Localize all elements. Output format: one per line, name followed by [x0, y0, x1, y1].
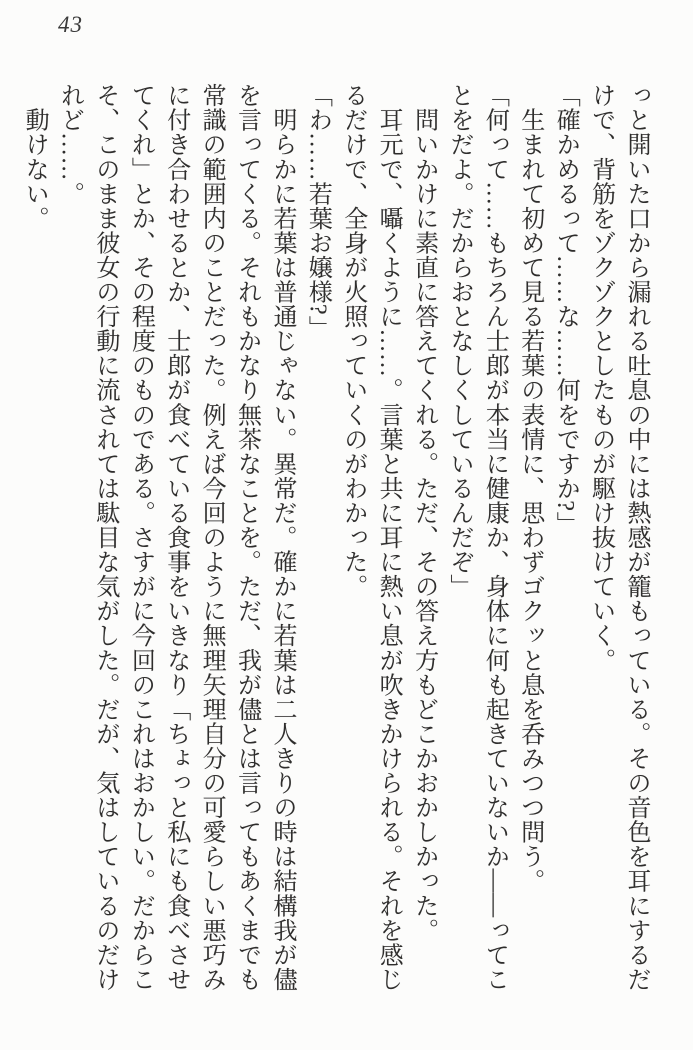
paragraph-continuation: っと開いた口から漏れる吐息の中には熱感が籠もっている。その音色を耳にするだけで、背筋をゾクゾクとしたものが駆け抜けていく。: [587, 83, 649, 992]
paragraph-dialogue: 「わ……若葉お嬢様?」: [304, 83, 331, 340]
paragraph-narration: 生まれて初めて見る若葉の表情に、思わずゴクッと息を呑みつつ問う。: [516, 83, 543, 894]
paragraph-dialogue: 「確かめるって……な……何をですか?」: [552, 83, 579, 537]
paragraph-narration: 問いかけに素直に答えてくれる。ただ、その答え方もどこかおかしかった。: [410, 83, 437, 943]
paragraph-narration: 耳元で、囁くように……。言葉と共に耳に熱い息が吹きかけられる。それを感じるだけで、全身が火照っていくのがわかった。: [339, 83, 402, 992]
novel-text-block: [21, 83, 653, 1015]
paragraph-narration: 明らかに若葉は普通じゃない。異常だ。確かに若葉は二人きりの時は結構我が儘を言ってくる。それもかなり無茶なことを。ただ、我が儘とは言ってもあくまでも常識の範囲内のことだった。例えば今回のように無理矢理自分の可愛らしい悪巧みに付き合わせるとか、士郎が食べている食事をいきなり「ちょっと私にも食べさせてくれ」とか、その程度のものである。さすがに今回のこれはおかしい。だからこそ、このまま彼女の行動に流されては駄目な気がした。だが、気はしているのだけれど……。: [56, 83, 295, 992]
paragraph-dialogue: 「何って……もちろん士郎が本当に健康か、身体に何も起きていないか——ってことをだよ。だからおとなしくしているんだぞ」: [445, 83, 508, 992]
page-number: 43: [58, 12, 83, 37]
paragraph-narration: 動けない。: [21, 83, 48, 231]
